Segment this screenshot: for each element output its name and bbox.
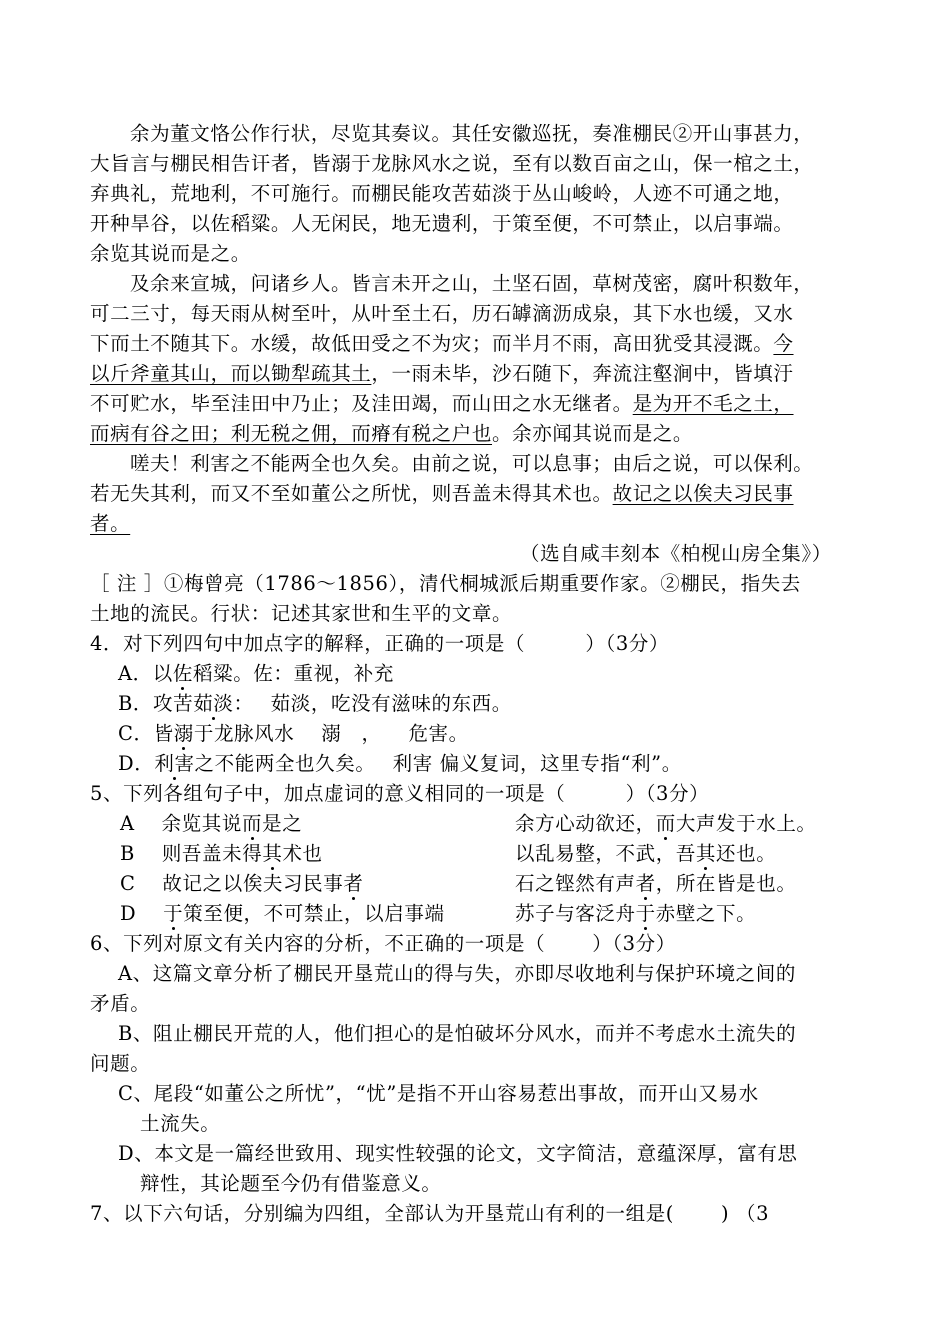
question-5-option-d-right (515, 900, 756, 928)
text-run: 不可贮水，毕至洼田中乃止；及洼田竭，而山田之水无继者。 (90, 392, 633, 415)
question-4-option-c (118, 720, 469, 748)
passage-p3-line2 (90, 480, 794, 508)
dotted-word: 其 (262, 842, 283, 865)
underlined-text: 故记之以俟夫习民事 (612, 482, 794, 505)
underlined-text: 今 (773, 332, 794, 355)
text-run: D (120, 902, 164, 925)
text-run: B．攻苦 (118, 692, 194, 715)
text-run: 若无失其利，而又不至如董公之所忧，则吾盖未得其术也。 (90, 482, 613, 505)
text-run: 之不能两全也久矣。 利害 偏义复词，这里专指“利”。 (194, 752, 682, 775)
dotted-word: 者 (635, 872, 656, 895)
passage-p3-line1: 嗟夫！利害之不能两全也久矣。由前之说，可以息事；由后之说，可以保利。 (130, 452, 814, 475)
question-5-option-d (120, 900, 900, 928)
passage-p2-line6 (90, 420, 693, 448)
text-run: C 故记之以俟夫习民事 (120, 872, 344, 895)
question-6-option-a-line1: A、这篇文章分析了棚民开垦荒山的得与失，亦即尽收地利与保护环境之间的 (118, 962, 796, 985)
text-run: A．以 (118, 662, 173, 685)
dotted-word: 于 (163, 902, 184, 925)
question-6-option-d-line2: 辩性，其论题至今仍有借鉴意义。 (140, 1172, 442, 1195)
question-5-option-b (120, 840, 900, 868)
question-5-option-c-right (515, 870, 796, 898)
question-4-option-d (118, 750, 682, 778)
dotted-word: 其 (695, 842, 717, 865)
text-run: A 余览其说 (120, 812, 242, 835)
question-5-option-b-right (515, 840, 776, 868)
question-5-option-a (120, 810, 900, 838)
passage-p2-line3 (90, 330, 794, 358)
underlined-text: 者。 (90, 512, 131, 535)
passage-p1-line4: 开种旱谷，以佐稻粱。人无闲民，地无遗利，于策至便，不可禁止，以启事端。 (90, 212, 794, 235)
text-run: 苏子与客泛舟 (515, 902, 636, 925)
text-run: 大声发于水上。 (675, 812, 817, 835)
question-4-option-b (118, 690, 512, 718)
text-run: 下而土不随其下。水缓，故低田受之不为灾；而半月不雨，高田犹受其浸溉。 (90, 332, 774, 355)
passage-p2-line2: 可二三寸，每天雨从树至叶，从叶至土石，历石罅滴沥成泉，其下水也缓，又水 (90, 302, 794, 325)
dotted-word: 溺 (173, 722, 194, 745)
underlined-text: 是为开不毛之土， (632, 392, 794, 415)
question-5-option-c (120, 870, 900, 898)
text-run: 稻粱。佐：重视，补充 (193, 662, 395, 685)
passage-p3-line3 (90, 510, 130, 538)
footnote-line2: 土地的流民。行状：记述其家世和生平的文章。 (90, 602, 513, 625)
question-6-stem: 6、下列对原文有关内容的分析，不正确的一项是（ ）（3分） (90, 932, 676, 955)
text-run: 术也 (282, 842, 323, 865)
question-7-stem: 7、以下六句话，分别编为四组，全部认为开垦荒山有利的一组是( ) （3 (90, 1202, 770, 1225)
text-run: D． (118, 752, 155, 775)
text-run: ，所在皆是也。 (655, 872, 797, 895)
question-6-option-d-line1: D、本文是一篇经世致用、现实性较强的论文，文字简洁，意蕴深厚，富有思 (118, 1142, 798, 1165)
underlined-text: 而病有谷之田；利无税之佣，而瘠有税之户也 (90, 422, 493, 445)
passage-p1-line1: 余为董文恪公作行状，尽览其奏议。其任安徽巡抚，奏准棚民②开山事甚力， (130, 122, 814, 145)
question-6-option-b-line2: 问题。 (90, 1052, 151, 1075)
passage-p2-line5 (90, 390, 794, 418)
dotted-word: 于 (635, 902, 656, 925)
passage-p1-line3: 弃典礼，荒地利，不可施行。而棚民能攻苦茹淡于丛山峻岭，人迹不可通之地， (90, 182, 794, 205)
question-6-option-b-line1: B、阻止棚民开荒的人，他们担心的是怕破坏分风水，而并不考虑水土流失的 (118, 1022, 797, 1045)
dotted-word: 茹淡 (193, 692, 234, 715)
dotted-word: 者 (343, 872, 364, 895)
passage-p2-line4 (90, 360, 794, 388)
underlined-text: 以斤斧童其山，而以锄犁疏其土 (90, 362, 372, 385)
text-run: 策至便，不可禁止，以启事端 (183, 902, 445, 925)
source-citation: （选自咸丰刻本《柏枧山房全集》） (520, 542, 832, 565)
question-5-stem: 5、下列各组句子中，加点虚词的意义相同的一项是（ ）（3分） (90, 782, 710, 805)
text-run: ，一雨未毕，沙石随下，奔流注壑涧中，皆填汙 (371, 362, 794, 385)
text-run: 于龙脉风水 溺 ， 危害。 (193, 722, 469, 745)
footnote-line1: ［ 注 ］①梅曾亮（1786～1856），清代桐城派后期重要作家。②棚民，指失去 (90, 572, 801, 595)
text-run: ： 茹淡，吃没有滋味的东西。 (233, 692, 512, 715)
passage-p1-line2: 大旨言与棚民相告讦者，皆溺于龙脉风水之说，至有以数百亩之山，保一棺之土， (90, 152, 814, 175)
question-6-option-c-line1: C、尾段“如董公之所忧”，“忧”是指不开山容易惹出事故，而开山又易水 (118, 1082, 759, 1105)
text-run: 是之 (262, 812, 303, 835)
text-run: 。余亦闻其说而是之。 (492, 422, 694, 445)
dotted-word: 利害 (154, 752, 195, 775)
question-6-option-a-line2: 矛盾。 (90, 992, 151, 1015)
text-run: 石之铿然有声 (515, 872, 636, 895)
passage-p2-line1: 及余来宣城，问诸乡人。皆言未开之山，土坚石固，草树茂密，腐叶积数年， (130, 272, 814, 295)
dotted-word: 而 (241, 812, 263, 835)
dotted-word: 佐 (172, 662, 193, 685)
text-run: B 则吾盖未得 (120, 842, 263, 865)
passage-p1-line5: 余览其说而是之。 (90, 242, 251, 265)
question-4-stem: 4．对下列四句中加点字的解释，正确的一项是（ ）（3分） (90, 632, 670, 655)
question-5-option-a-right (515, 810, 817, 838)
text-run: 以乱易整，不武，吾 (515, 842, 696, 865)
question-6-option-c-line2: 土流失。 (140, 1112, 221, 1135)
dotted-word: 而 (655, 812, 676, 835)
text-run: C．皆 (118, 722, 174, 745)
text-run: 还也。 (716, 842, 777, 865)
text-run: 余方心动欲还， (515, 812, 656, 835)
question-4-option-a (118, 660, 394, 688)
text-run: 赤壁之下。 (655, 902, 757, 925)
